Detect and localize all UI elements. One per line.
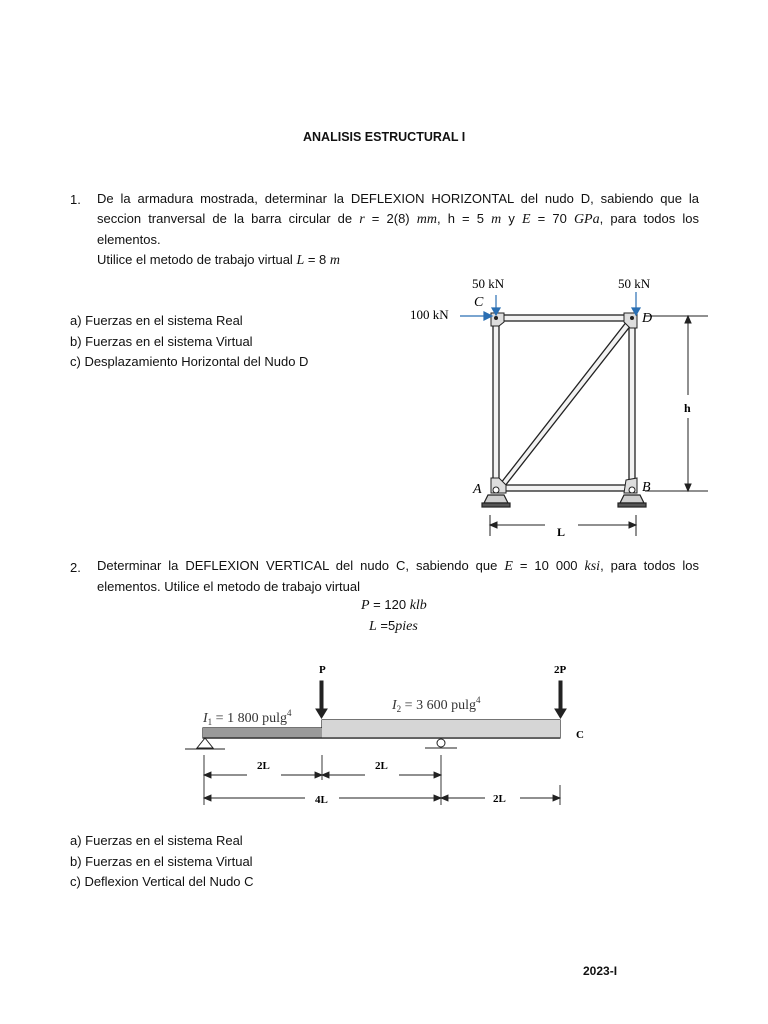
line-4-text: Utilice el metodo de trabajo virtual: [97, 252, 297, 267]
label-dim-h: h: [684, 401, 691, 415]
label-node-b: B: [642, 480, 651, 495]
p-symbol: P: [361, 598, 370, 613]
problem-1-line-3: elementos.: [97, 232, 161, 247]
pin-a: [493, 487, 499, 493]
member-ab: [493, 485, 635, 491]
member-bd: [629, 315, 635, 491]
gusset-c: [491, 313, 504, 326]
load-2p-head: [555, 709, 566, 718]
l-value-line: [369, 618, 418, 635]
l-symbol: L: [369, 619, 377, 634]
e-value: = 10 000: [512, 558, 585, 573]
problem-1-line-4: [97, 250, 699, 271]
e-unit: GPa: [573, 212, 600, 227]
roller-support: [437, 739, 445, 747]
label-node-c: C: [474, 295, 484, 310]
dim-2l-b-arrow-left: [322, 772, 329, 778]
member-ac: [493, 315, 499, 491]
label-dim-2l-a: 2L: [257, 760, 270, 772]
e-symbol: E: [504, 559, 513, 574]
support-b-base: [618, 503, 646, 507]
label-dim-2l-c: 2L: [493, 793, 506, 805]
load-p-head: [316, 709, 327, 718]
problem-2-number: 2.: [70, 560, 81, 575]
task-item: a) Fuerzas en el sistema Real: [70, 833, 243, 848]
e-symbol: E: [521, 212, 531, 227]
l-value: = 8: [304, 252, 330, 267]
label-load-p: P: [319, 664, 326, 676]
dim-4l-arrow-left: [204, 795, 211, 801]
p-value-line: [361, 597, 427, 614]
problem-1-statement: [97, 189, 699, 271]
line-1-end: , para todos los: [600, 558, 699, 573]
task-item: c) Desplazamiento Horizontal del Nudo D: [70, 354, 309, 369]
l-value: =5: [376, 618, 396, 633]
footer-term: 2023-I: [583, 964, 618, 978]
label-dim-4l: 4L: [315, 794, 328, 806]
label-node-c: C: [576, 729, 584, 741]
load-p-shaft: [320, 681, 323, 711]
task-item: a) Fuerzas en el sistema Real: [70, 313, 243, 328]
r-value: = 2(8): [364, 211, 417, 226]
member-cd: [493, 315, 635, 321]
i2-value: = 3 600 pulg: [401, 698, 476, 713]
pin-c: [494, 316, 498, 320]
problem-1-line-1: De la armadura mostrada, determinar la DEFLEXION HORIZONTAL del nudo D, sabiendo que la: [97, 191, 699, 206]
beam-segment-1: [203, 728, 322, 738]
e-value: = 70: [530, 211, 574, 226]
line-2-text: seccion tranversal de la barra circular de: [97, 211, 360, 226]
e-unit: ksi: [584, 559, 601, 574]
dim-2l-c-arrow-left: [441, 795, 448, 801]
problem-2-line-1: [97, 556, 699, 577]
l-unit: m: [329, 253, 341, 268]
conjunction: y: [501, 211, 522, 226]
i2-subscript: 2: [396, 704, 402, 714]
problem-1-tasks: [70, 311, 308, 373]
l-unit: pies: [395, 619, 418, 634]
dim-2l-c-arrow-right: [553, 795, 560, 801]
r-unit: mm: [416, 212, 437, 227]
i1-symbol: I: [203, 711, 208, 726]
support-a-base: [482, 503, 510, 507]
task-item: c) Deflexion Vertical del Nudo C: [70, 874, 254, 889]
truss-figure: [400, 270, 720, 545]
label-dim-2l-b: 2L: [375, 760, 388, 772]
i1-subscript: 1: [207, 717, 213, 727]
label-i2: [391, 695, 481, 714]
i2-symbol: I: [392, 698, 397, 713]
label-dim-l: L: [557, 525, 566, 539]
i1-exponent: 4: [286, 708, 292, 718]
line-1-text: Determinar la DEFLEXION VERTICAL del nudo C, sabiendo que: [97, 558, 505, 573]
label-load-2p: 2P: [554, 664, 567, 676]
label-node-d: D: [642, 311, 653, 326]
task-item: b) Fuerzas en el sistema Virtual: [70, 853, 253, 869]
i2-exponent: 4: [475, 695, 481, 705]
label-node-a: A: [473, 482, 482, 497]
p-value: = 120: [369, 597, 410, 612]
p-unit: klb: [409, 598, 427, 613]
pin-b: [629, 487, 635, 493]
load-2p-shaft: [559, 681, 562, 711]
r-symbol: r: [359, 212, 365, 227]
problem-2-statement: [97, 556, 699, 597]
beam-segment-2: [322, 720, 560, 738]
h-value: , h = 5: [436, 211, 492, 226]
line-2-end: , para todos los: [599, 211, 699, 226]
label-load-d: 50 kN: [618, 276, 651, 291]
h-unit: m: [491, 212, 502, 227]
support-a: [484, 495, 508, 503]
problem-1-number: 1.: [70, 192, 81, 207]
label-i1: [202, 708, 292, 727]
task-item: b) Fuerzas en el sistema Virtual: [70, 333, 253, 349]
l-symbol: L: [296, 253, 305, 268]
i1-value: = 1 800 pulg: [212, 711, 287, 726]
problem-1-line-2: [97, 209, 699, 230]
pin-d: [630, 316, 634, 320]
problem-2-line-2: elementos. Utilice el metodo de trabajo virtual: [97, 579, 361, 594]
beam-figure: [175, 655, 595, 810]
label-load-c: 50 kN: [472, 276, 505, 291]
dim-2l-a-arrow-left: [204, 772, 211, 778]
problem-2-tasks: [70, 831, 254, 893]
label-load-h: 100 kN: [410, 307, 449, 322]
dim-2l-b-arrow-right: [434, 772, 441, 778]
page-title: ANALISIS ESTRUCTURAL I: [303, 130, 466, 144]
pin-support: [197, 738, 213, 748]
support-b: [620, 495, 644, 503]
